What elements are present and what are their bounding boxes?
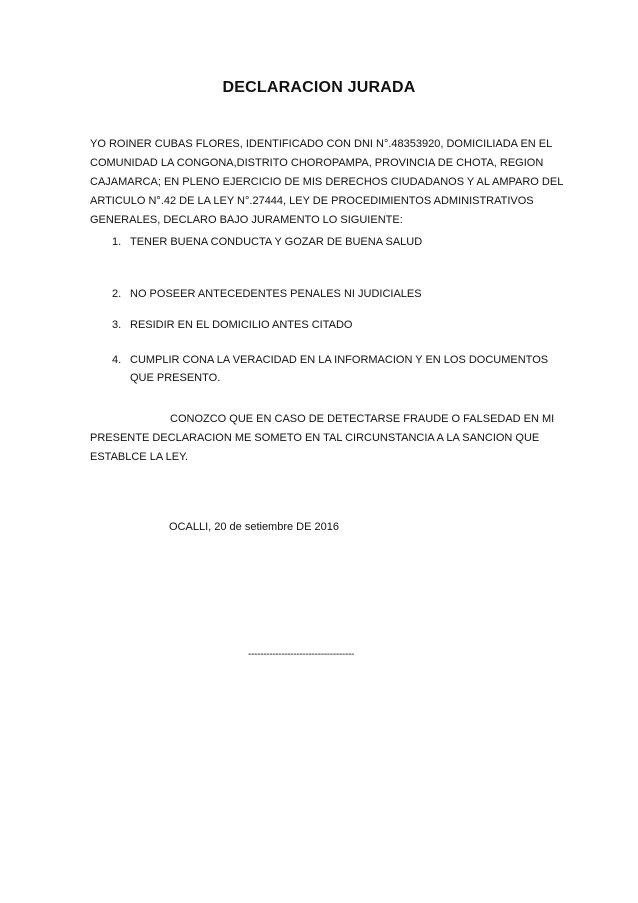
list-item-text [130, 316, 550, 334]
list-item-text [130, 285, 550, 303]
list-item-text [130, 351, 550, 387]
list-item-line: NO POSEER ANTECEDENTES PENALES NI JUDICIALES [130, 288, 422, 300]
intro-line: GENERALES, DECLARO BAJO JURAMENTO LO SIGUIENTE: [90, 214, 403, 226]
intro-line: ARTICULO N°.42 DE LA LEY N°.27444, LEY DE PROCEDIMIENTOS ADMINISTRATIVOS [90, 195, 534, 207]
intro-paragraph [90, 135, 564, 230]
date-line: OCALLI, 20 de setiembre DE 2016 [169, 521, 339, 533]
closing-line: PRESENTE DECLARACION ME SOMETO EN TAL CIRCUNSTANCIA A LA SANCION QUE [90, 432, 540, 444]
closing-line: ESTABLCE LA LEY. [90, 451, 189, 463]
list-item-number: 2. [112, 288, 122, 300]
document-title: DECLARACION JURADA [222, 79, 416, 96]
closing-line: CONOZCO QUE EN CASO DE DETECTARSE FRAUDE O FALSEDAD EN MI [170, 413, 555, 425]
list-item-line: RESIDIR EN EL DOMICILIO ANTES CITADO [130, 319, 353, 331]
list-item-line: CUMPLIR CONA LA VERACIDAD EN LA INFORMACION Y EN LOS DOCUMENTOS [130, 354, 549, 366]
list-item-number: 4. [112, 354, 122, 366]
list-item-text [130, 233, 550, 251]
closing-paragraph [90, 410, 560, 467]
intro-line: CAJAMARCA; EN PLENO EJERCICIO DE MIS DERECHOS CIUDADANOS Y AL AMPARO DEL [90, 176, 564, 188]
list-item-line: QUE PRESENTO. [130, 372, 221, 384]
list-item-number: 3. [112, 319, 122, 331]
intro-line: YO ROINER CUBAS FLORES, IDENTIFICADO CON DNI N°.48353920, DOMICILIADA EN EL [90, 138, 553, 150]
list-item-number: 1. [112, 236, 122, 248]
intro-line: COMUNIDAD LA CONGONA,DISTRITO CHOROPAMPA, PROVINCIA DE CHOTA, REGION [90, 157, 544, 169]
signature-line: ----------------------------------- [248, 649, 355, 660]
list-item-line: TENER BUENA CONDUCTA Y GOZAR DE BUENA SALUD [130, 236, 423, 248]
